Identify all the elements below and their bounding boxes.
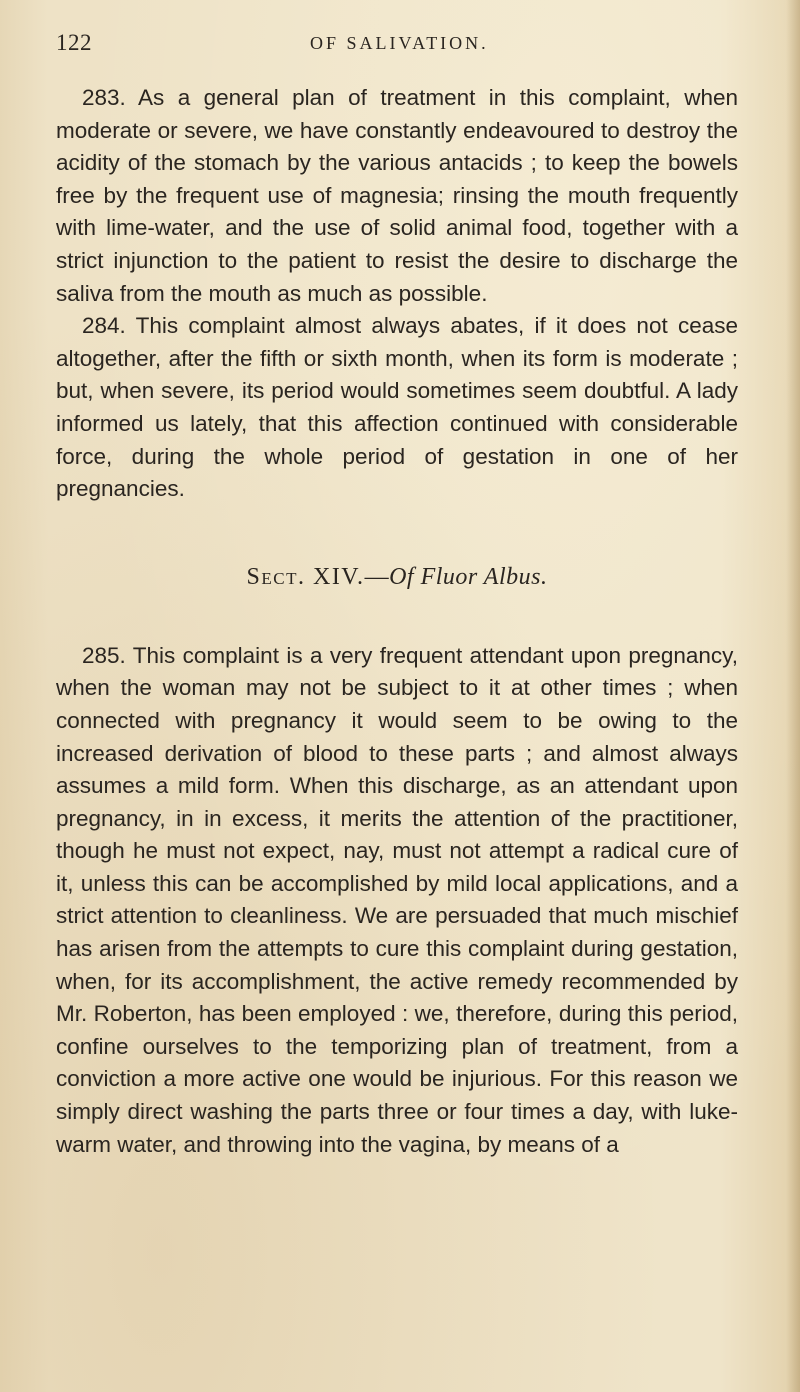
paragraph-284: 284. This complaint almost always abates, if it does not cease altogether, after the fifth or sixth month, when its form is moderate ; but, when severe, its period would sometimes seem doubtful. A lady informed us lately, that this affection continued with considerable force, during the whole period of gestation in one of her pregnancies. [56,313,738,502]
section-title: Of Fluor Albus. [389,563,548,590]
paragraph-285: 285. This complaint is a very frequent attendant upon pregnancy, when the woman may not be subject to it at other times ; when connected with pregnancy it would seem to be owing to the increased derivation of blood to these parts ; and almost always assumes a mild form. When this discharge, as an attendant upon pregnancy, in in excess, it merits the attention of the practitioner, though he must not expect, nay, must not attempt a radical cure of it, unless this can be accomplished by mild local applications, and a strict attention to cleanliness. We are persuaded that much mischief has arisen from the attempts to cure this complaint during gestation, when, for its accomplishment, the active remedy recommended by Mr. Roberton, has been employed : we, therefore, during this period, confine ourselves to the temporizing plan of treatment, from a conviction a more active one would be injurious. For this reason we simply direct washing the parts three or four times a day, with luke-warm water, and throwing into the vagina, by means of a [56,642,738,1157]
section-dash: — [364,563,390,590]
body-text [56,82,738,1161]
page-header [56,30,756,60]
running-head: OF SALIVATION. [310,33,489,53]
section-heading [56,562,738,592]
paragraph-283: 283. As a general plan of treatment in this complaint, when moderate or severe, we have constantly endeavoured to destroy the acidity of the stomach by the various antacids ; to keep the bowels free by the frequent use of magnesia; rinsing the mouth frequently with lime-water, and the use of solid animal food, together with a strict injunction to the patient to resist the desire to discharge the saliva from the mouth as much as possible. [56,85,738,306]
page-number: 122 [56,30,92,55]
section-label: Sect. XIV. [246,563,365,590]
page-edge-shadow [786,0,800,1392]
